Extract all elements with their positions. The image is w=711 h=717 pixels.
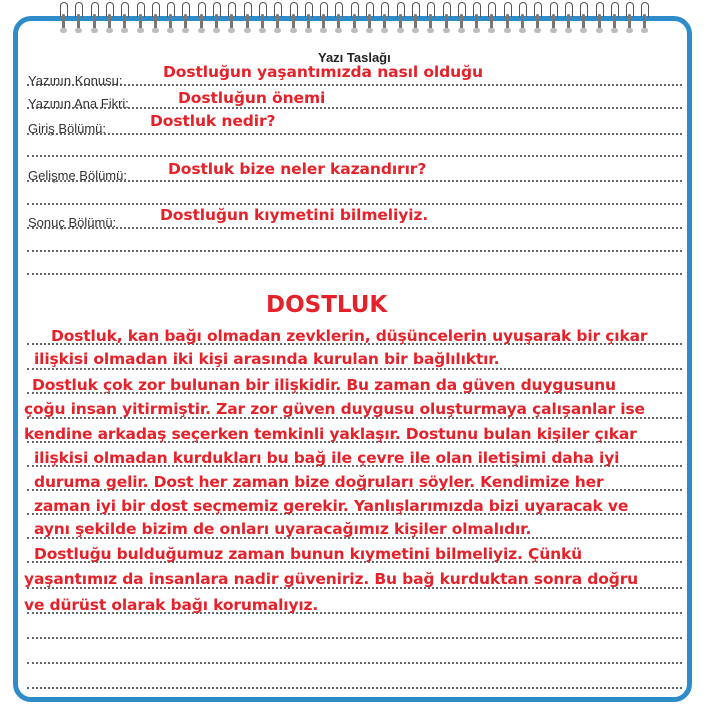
conclusion-label: Sonuç Bölümü: [28,215,117,230]
essay-title: DOSTLUK [266,292,388,318]
essay-line: ilişkisi olmadan kurdukları bu bağ ile çevre ile olan iletişimi daha iyi [34,449,620,467]
topic-label: Yazının Konusu: [28,73,123,88]
essay-line: ilişkisi olmadan iki kişi arasında kurulan bir bağlılıktır. [34,350,500,368]
intro-answer: Dostluk nedir? [150,112,276,130]
development-answer: Dostluk bize neler kazandırır? [168,160,427,178]
conclusion-answer: Dostluğun kıymetini bilmeliyiz. [160,206,429,224]
page-title: Yazı Taslağı [318,50,391,65]
development-label: Gelişme Bölümü: [28,168,127,183]
essay-line: ve dürüst olarak bağı korumalıyız. [24,596,319,614]
essay-line: duruma gelir. Dost her zaman bize doğruları söyler. Kendimize her [34,473,604,491]
essay-line: Dostluğu bulduğumuz zaman bunun kıymetini bilmeliyiz. Çünkü [34,545,583,563]
essay-line: zaman iyi bir dost seçmemiz gerekir. Yanlışlarımızda bizi uyaracak ve [34,497,629,515]
essay-line: Dostluk, kan bağı olmadan zevklerin, düşüncelerin uyuşarak bir çıkar [51,327,648,345]
essay-line: kendine arkadaş seçerken temkinli yaklaşır. Dostunu bulan kişiler çıkar [24,425,637,443]
main-idea-answer: Dostluğun önemi [178,89,326,107]
intro-label: Giriş Bölümü: [28,121,107,136]
topic-answer: Dostluğun yaşantımızda nasıl olduğu [163,63,483,81]
essay-line: aynı şekilde bizim de onları uyaracağımız kişiler olmalıdır. [34,520,532,538]
essay-line: yaşantımız da insanlara nadir güveniriz. Bu bağ kurduktan sonra doğru [24,570,639,588]
essay-line: çoğu insan yitirmiştir. Zar zor güven duygusu oluşturmaya çalışanlar ise [24,400,645,418]
essay-line: Dostluk çok zor bulunan bir ilişkidir. Bu zaman da güven duygusunu [32,376,616,394]
main-idea-label: Yazının Ana Fikri: [28,96,129,111]
